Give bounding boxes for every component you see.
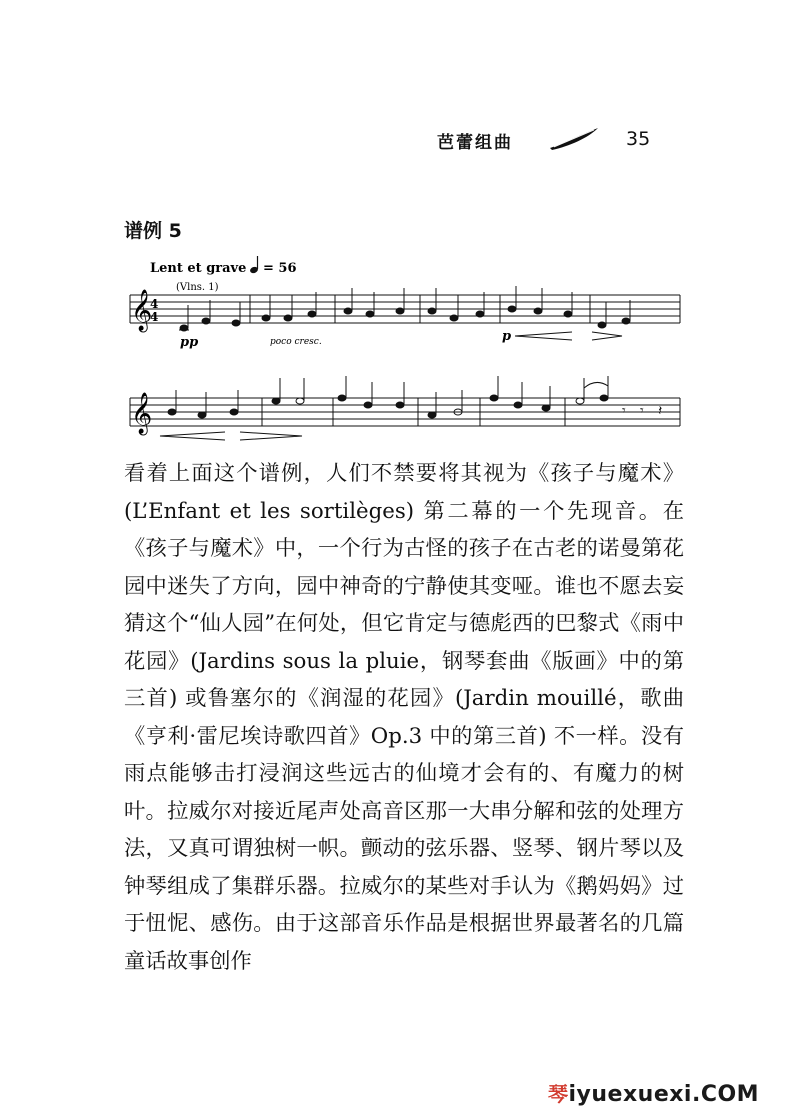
hairpins-staff-1 [515, 332, 622, 340]
dynamic-p: p [502, 329, 512, 344]
tempo-text: Lent et grave [150, 261, 247, 276]
treble-clef-icon-2: 𝄞 [131, 393, 153, 434]
instrument-label: (Vlns. 1) [176, 282, 219, 293]
running-header [0, 124, 794, 156]
tie-slur [584, 382, 608, 388]
dynamic-pp: pp [180, 335, 199, 350]
time-signature-bottom: 4 [150, 310, 159, 324]
tempo-value: = 56 [263, 261, 297, 276]
example-title: 谱例 5 [124, 220, 182, 242]
staff-1 [130, 295, 680, 323]
running-title: 芭蕾组曲 [437, 133, 513, 153]
page-number: 35 [626, 128, 651, 150]
tempo-note-icon [249, 256, 259, 274]
watermark-domain: iyuexuexi.COM [568, 1082, 760, 1107]
treble-clef-icon: 𝄞 [131, 290, 153, 331]
body-text [124, 455, 684, 980]
feather-quill-icon [548, 126, 600, 152]
svg-text:𝄽: 𝄽 [658, 403, 663, 419]
svg-text:𝄾: 𝄾 [622, 403, 626, 419]
music-score [0, 250, 794, 450]
time-signature-top: 4 [150, 297, 159, 311]
staff-2 [130, 398, 680, 426]
site-watermark [548, 1078, 759, 1107]
watermark-logo-mark: 琴 [548, 1082, 569, 1106]
body-paragraph: 看着上面这个谱例，人们不禁要将其视为《孩子与魔术》(L’Enfant et les sortilèges) 第二幕的一个先现音。在《孩子与魔术》中，一个行为古怪的孩子在古老的诺曼第花园中迷失了方向，园中神奇的宁静使其变哑。谁也不愿去妄猜这个“仙人园”在何处，但它肯定与德彪西的巴黎式《雨中花园》(Jardins sous la pluie，钢琴套曲《版画》中的第三首) 或鲁塞尔的《润湿的花园》(Jardin mouillé，歌曲《亨利·雷尼埃诗歌四首》Op.3 中的第三首) 不一样。没有雨点能够击打浸润这些远古的仙境才会有的、有魔力的树叶。拉威尔对接近尾声处高音区那一大串分解和弦的处理方法，又真可谓独树一帜。颤动的弦乐器、竖琴、钢片琴以及钟琴组成了集群乐器。拉威尔的某些对手认为《鹅妈妈》过于忸怩、感伤。由于这部音乐作品是根据世界最著名的几篇童话故事创作 [124, 461, 684, 974]
svg-text:𝄾: 𝄾 [640, 403, 644, 419]
dynamic-poco-cresc: poco cresc. [270, 337, 322, 347]
hairpins-staff-2 [160, 432, 302, 440]
